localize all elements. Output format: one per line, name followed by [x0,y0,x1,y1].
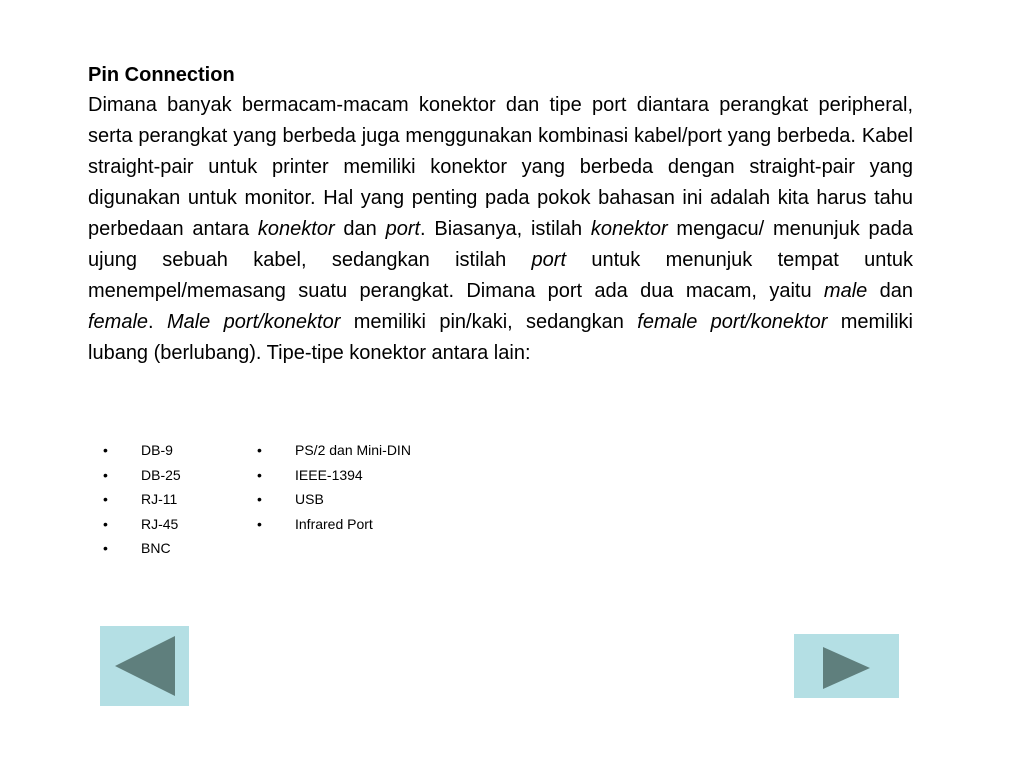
list-item-label: USB [295,491,324,508]
slide-title: Pin Connection [88,64,235,86]
list-item-label: IEEE-1394 [295,466,363,483]
paragraph-text: memiliki lubang (berlubang). Tipe-tipe konektor antara lain: [88,311,913,364]
list-item-label: DB-9 [141,442,173,458]
previous-slide-button[interactable] [100,626,189,706]
paragraph-text: memiliki pin/kaki, sedangkan [340,311,638,333]
list-item [254,438,411,463]
paragraph-italic-term: female [88,311,149,333]
list-item [100,463,181,488]
triangle-left-icon [100,626,189,706]
paragraph-text: dan [334,218,386,240]
bullet-icon: • [103,515,108,532]
list-item [100,536,181,561]
list-item-label: RJ-45 [141,515,179,532]
paragraph-text: dan [867,280,913,302]
bullet-icon: • [103,491,108,508]
list-item [100,438,181,463]
list-item [254,463,411,488]
paragraph-text: Dimana banyak bermacam-macam konektor dan tipe port diantara perangkat peripheral, serta perangkat yang berbeda juga menggunakan kombinasi kabel/port yang berbeda. Kabel straight-pair untuk printer memiliki konektor yang berbeda dengan straight-pair yang digunakan untuk monitor. Hal yang penting pada pokok bahasan ini adalah kita harus tahu perbedaan antara [88,94,913,240]
list-item [254,487,411,512]
bullet-icon: • [103,466,108,483]
paragraph-text: . Biasanya, istilah [420,218,591,240]
paragraph-text: mengacu/ menunjuk pada ujung sebuah kabel, sedangkan istilah [88,218,914,271]
bullet-icon: • [257,515,262,532]
paragraph-italic-term: male [823,280,868,302]
paragraph-italic-term: konektor [257,218,335,240]
paragraph-italic-term: port [531,249,566,271]
paragraph-italic-term: konektor [590,218,668,240]
list-item-label: RJ-11 [141,491,178,508]
slide-paragraph [88,90,913,369]
paragraph-italic-term: port [385,218,421,240]
triangle-right-icon [794,634,899,698]
next-slide-button[interactable] [794,634,899,698]
connector-list-left [100,438,181,561]
paragraph-text: . [148,311,167,333]
list-item-label: PS/2 dan Mini-DIN [295,442,411,458]
bullet-icon: • [257,491,262,508]
list-item [100,512,181,537]
paragraph-text: untuk menunjuk tempat untuk menempel/memasang suatu perangkat. Dimana port ada dua macam, yaitu [88,249,913,302]
bullet-icon: • [257,442,262,458]
list-item [100,487,181,512]
paragraph-italic-term: female port/konektor [637,311,828,333]
connector-list-right [254,438,411,536]
bullet-icon: • [257,466,262,483]
paragraph-italic-term: Male port/konektor [166,311,341,333]
list-item-label: BNC [141,540,171,557]
bullet-icon: • [103,540,108,557]
list-item-label: DB-25 [141,466,181,483]
bullet-icon: • [103,442,108,458]
list-item-label: Infrared Port [295,515,373,532]
list-item [254,512,411,537]
